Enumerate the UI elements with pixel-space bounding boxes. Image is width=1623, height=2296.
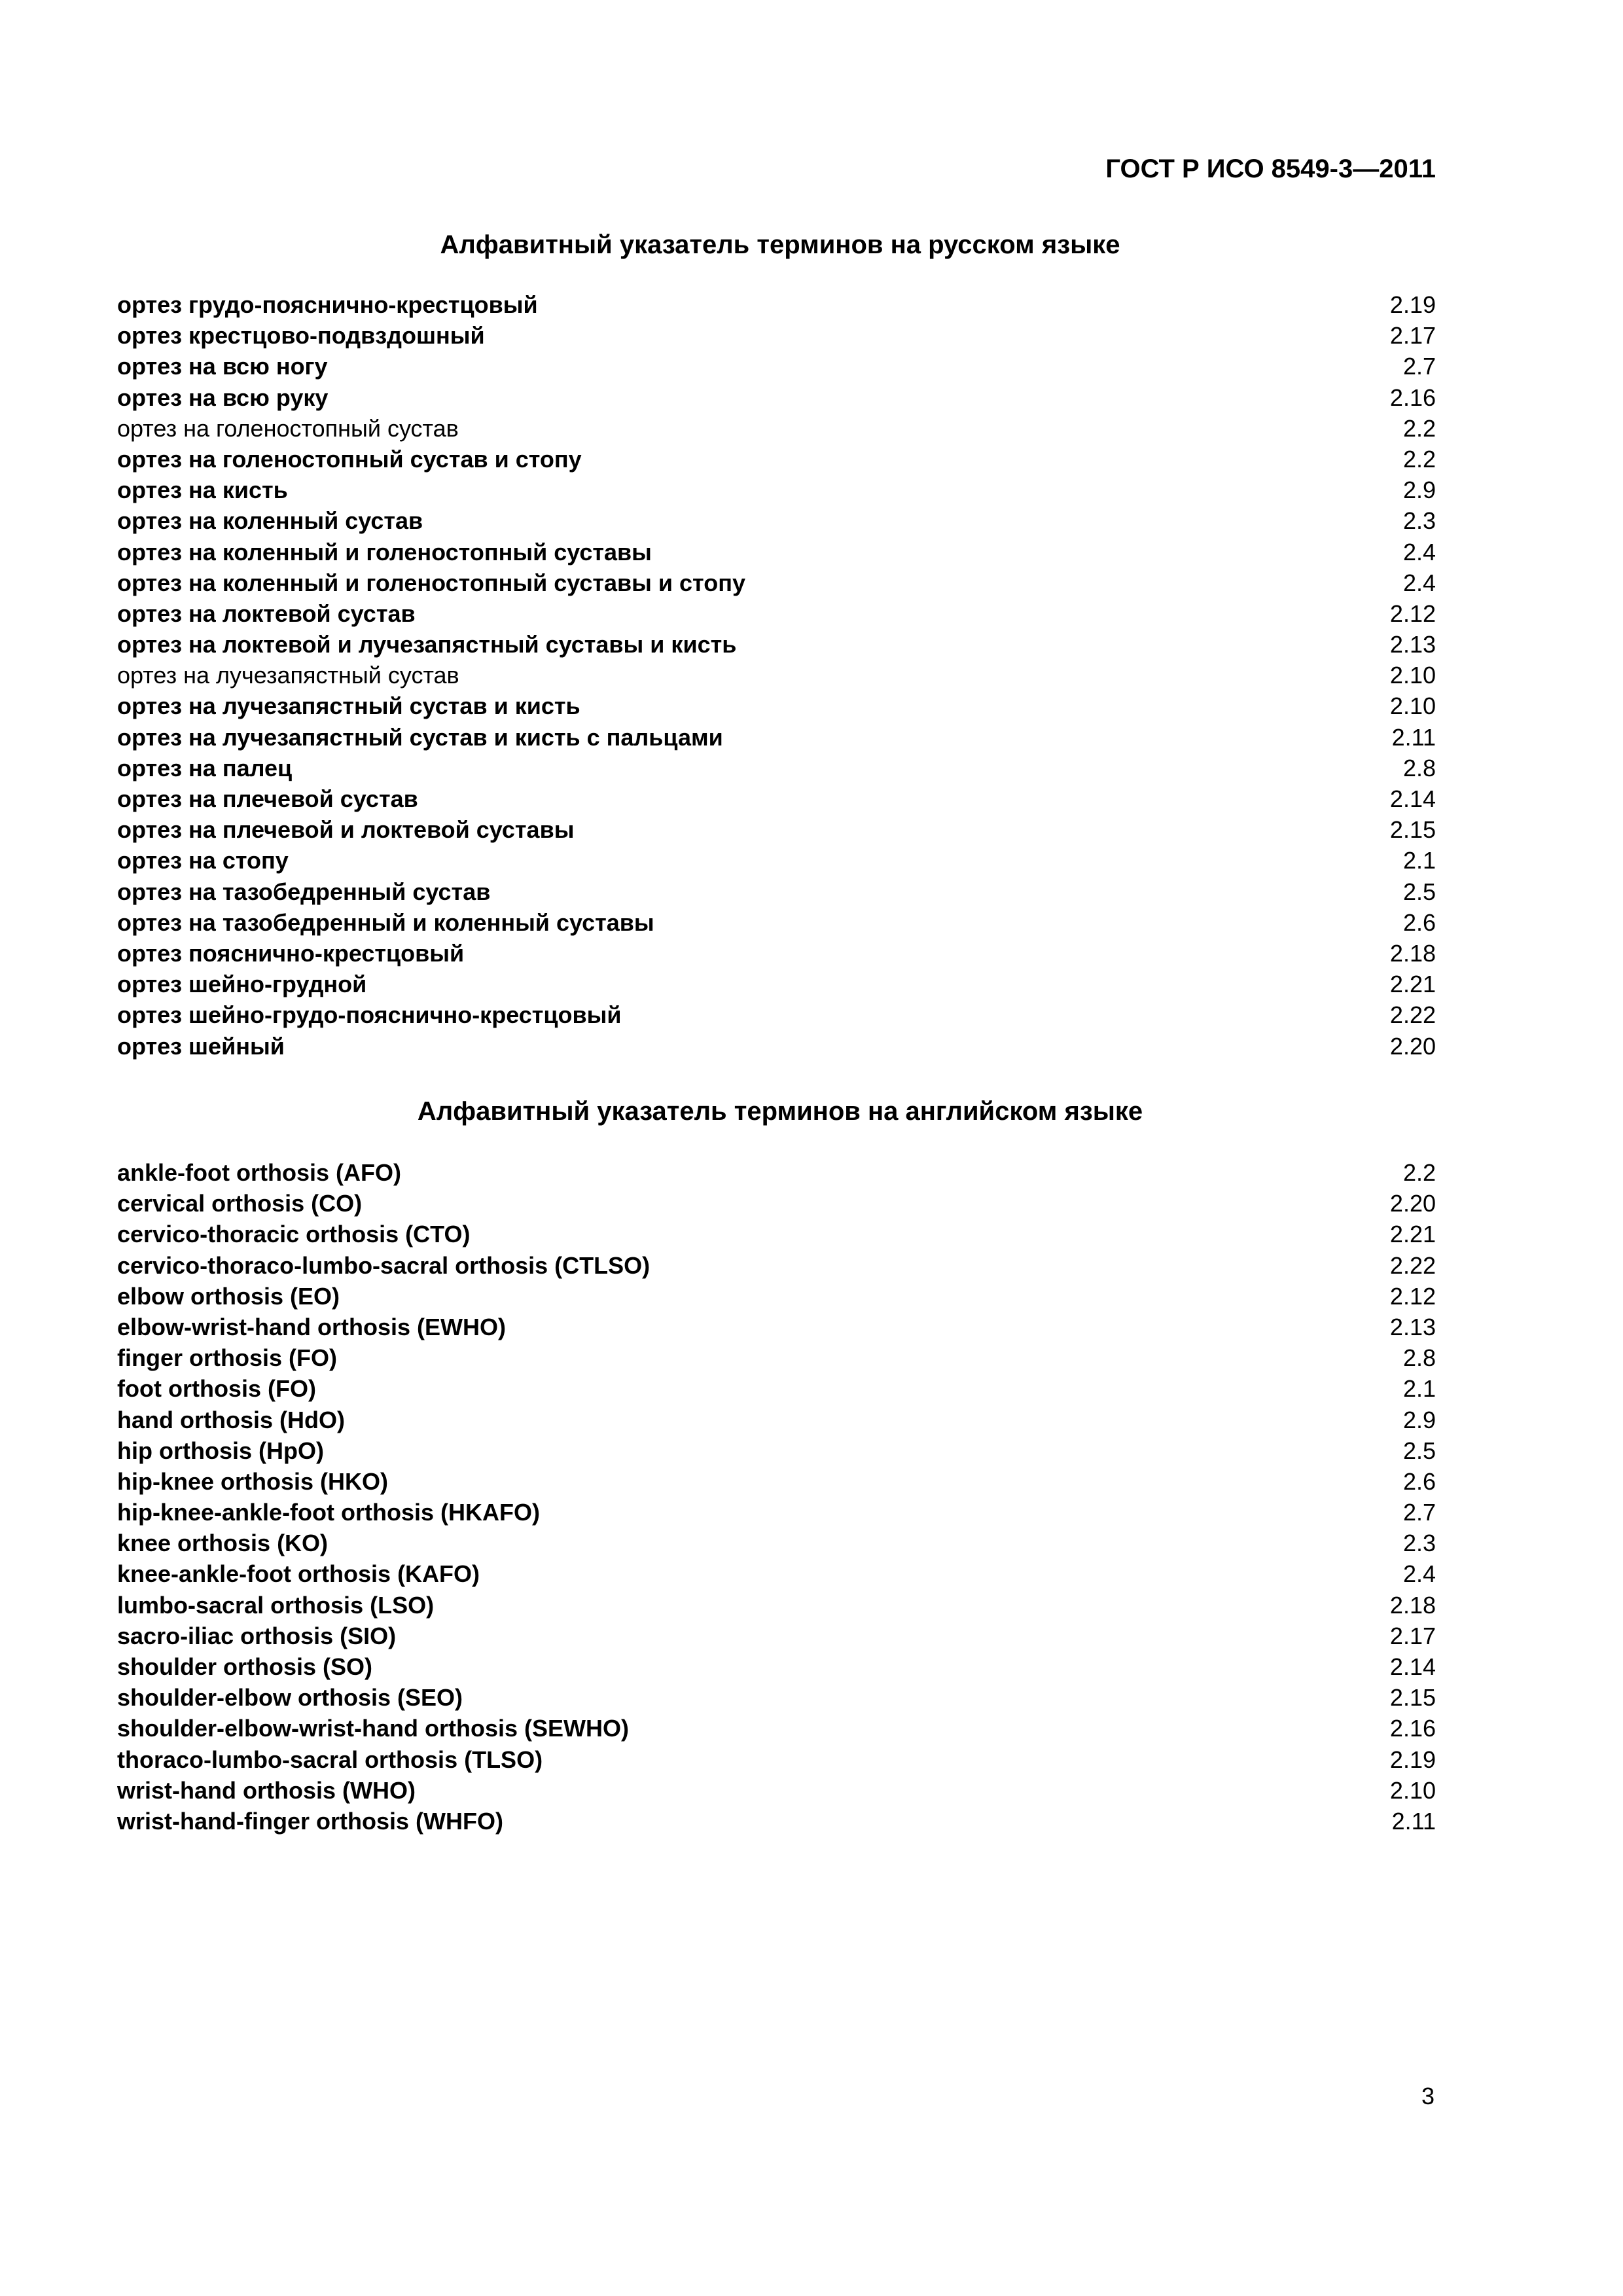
index-entry (117, 783, 1436, 814)
index-entry (117, 999, 1436, 1030)
index-entry (117, 969, 1436, 999)
index-term: ankle-foot orthosis (AFO) (117, 1159, 401, 1186)
index-term: ортез на коленный и голеностопный суставы и стопу (117, 569, 745, 596)
index-entry (117, 1528, 1436, 1558)
index-ref: 2.9 (1402, 1406, 1436, 1433)
index-term: hip-knee orthosis (HKO) (117, 1467, 389, 1495)
index-term: ортез крестцово-подвздошный (117, 322, 485, 350)
index-ref: 2.18 (1389, 939, 1436, 967)
index-term: ортез на голеностопный сустав (117, 414, 459, 442)
english-index-title: Алфавитный указатель терминов на английском языке (417, 1097, 1143, 1126)
index-entry (117, 1466, 1436, 1497)
index-entry (117, 722, 1436, 753)
index-entry (117, 1312, 1436, 1342)
index-ref: 2.1 (1402, 847, 1436, 874)
index-term: finger orthosis (FO) (117, 1344, 337, 1372)
index-term: ортез шейный (117, 1032, 285, 1060)
index-entry (117, 475, 1436, 505)
index-term: shoulder-elbow orthosis (SEO) (117, 1684, 463, 1712)
index-ref: 2.13 (1389, 1313, 1436, 1340)
index-term: elbow-wrist-hand orthosis (EWHO) (117, 1313, 506, 1340)
index-entry (117, 1435, 1436, 1466)
index-term: ортез на коленный сустав (117, 507, 423, 535)
index-entry (117, 938, 1436, 969)
index-term: cervical orthosis (CO) (117, 1190, 363, 1217)
index-term: wrist-hand orthosis (WHO) (117, 1776, 416, 1804)
index-entry (117, 629, 1436, 660)
index-term: foot orthosis (FO) (117, 1375, 316, 1403)
index-ref: 2.12 (1389, 600, 1436, 627)
index-ref: 2.10 (1389, 1776, 1436, 1804)
english-index-list (117, 1157, 1436, 1837)
index-term: ортез на голеностопный сустав и стопу (117, 445, 582, 473)
index-ref: 2.19 (1389, 1746, 1436, 1773)
index-entry (117, 660, 1436, 691)
index-ref: 2.13 (1389, 631, 1436, 658)
index-term: ортез на коленный и голеностопный суставы (117, 538, 652, 565)
index-entry (117, 1219, 1436, 1249)
index-term: ортез на локтевой и лучезапястный суставы и кисть (117, 631, 737, 658)
index-ref: 2.10 (1389, 662, 1436, 689)
index-entry (117, 1157, 1436, 1188)
index-ref: 2.9 (1402, 476, 1436, 504)
index-entry (117, 1281, 1436, 1312)
index-ref: 2.15 (1389, 816, 1436, 844)
index-entry (117, 1806, 1436, 1837)
index-entry (117, 598, 1436, 629)
index-entry (117, 753, 1436, 783)
index-entry (117, 1682, 1436, 1713)
index-ref: 2.14 (1389, 1653, 1436, 1680)
index-entry (117, 1497, 1436, 1528)
index-entry (117, 907, 1436, 938)
index-term: lumbo-sacral orthosis (LSO) (117, 1591, 435, 1619)
index-ref: 2.22 (1389, 1001, 1436, 1029)
index-ref: 2.4 (1402, 1560, 1436, 1588)
index-term: wrist-hand-finger orthosis (WHFO) (117, 1807, 503, 1835)
index-entry (117, 1031, 1436, 1062)
index-entry (117, 814, 1436, 845)
index-term: hand orthosis (HdO) (117, 1406, 345, 1433)
index-term: ортез на лучезапястный сустав (117, 662, 459, 689)
index-ref: 2.6 (1402, 1467, 1436, 1495)
index-entry (117, 351, 1436, 382)
index-entry (117, 537, 1436, 567)
index-entry (117, 1621, 1436, 1651)
index-entry (117, 1744, 1436, 1775)
index-term: ортез на палец (117, 754, 293, 781)
index-ref: 2.2 (1402, 445, 1436, 473)
index-ref: 2.6 (1402, 908, 1436, 936)
index-term: cervico-thoracic orthosis (CTO) (117, 1221, 471, 1248)
index-ref: 2.16 (1389, 1715, 1436, 1742)
index-entry (117, 1250, 1436, 1281)
index-ref: 2.16 (1389, 384, 1436, 411)
index-term: hip-knee-ankle-foot orthosis (HKAFO) (117, 1499, 540, 1526)
index-ref: 2.5 (1402, 878, 1436, 905)
index-term: sacro-iliac orthosis (SIO) (117, 1622, 397, 1649)
index-term: ортез пояснично-крестцовый (117, 939, 465, 967)
index-term: ортез на лучезапястный сустав и кисть с пальцами (117, 723, 723, 751)
index-ref: 2.10 (1389, 692, 1436, 720)
index-term: ортез на лучезапястный сустав и кисть (117, 692, 580, 720)
index-entry (117, 1188, 1436, 1219)
index-ref: 2.19 (1389, 291, 1436, 318)
index-entry (117, 413, 1436, 444)
russian-index-list (117, 289, 1436, 1062)
index-term: ортез на тазобедренный и коленный суставы (117, 908, 654, 936)
index-entry (117, 1713, 1436, 1744)
index-ref: 2.15 (1389, 1684, 1436, 1712)
index-ref: 2.7 (1402, 353, 1436, 380)
index-ref: 2.18 (1389, 1591, 1436, 1619)
russian-index-title: Алфавитный указатель терминов на русском языке (440, 230, 1120, 259)
index-term: hip orthosis (HpO) (117, 1437, 324, 1464)
index-entry (117, 1558, 1436, 1589)
index-term: ортез на тазобедренный сустав (117, 878, 491, 905)
index-term: ортез на всю ногу (117, 353, 328, 380)
index-term: shoulder-elbow-wrist-hand orthosis (SEWHO) (117, 1715, 629, 1742)
index-term: ортез на плечевой и локтевой суставы (117, 816, 575, 844)
index-entry (117, 876, 1436, 907)
index-entry (117, 382, 1436, 413)
index-ref: 2.17 (1389, 322, 1436, 350)
index-entry (117, 444, 1436, 475)
index-term: ортез на кисть (117, 476, 288, 504)
index-ref: 2.17 (1389, 1622, 1436, 1649)
index-ref: 2.5 (1402, 1437, 1436, 1464)
index-entry (117, 1373, 1436, 1404)
index-ref: 2.3 (1402, 1530, 1436, 1557)
index-ref: 2.1 (1402, 1375, 1436, 1403)
index-term: thoraco-lumbo-sacral orthosis (TLSO) (117, 1746, 543, 1773)
index-entry (117, 1775, 1436, 1806)
index-term: ортез на локтевой сустав (117, 600, 416, 627)
index-term: elbow orthosis (EO) (117, 1282, 340, 1310)
index-ref: 2.11 (1391, 723, 1436, 751)
index-ref: 2.4 (1402, 569, 1436, 596)
index-ref: 2.20 (1389, 1190, 1436, 1217)
index-ref: 2.22 (1389, 1251, 1436, 1279)
index-ref: 2.21 (1389, 1221, 1436, 1248)
index-entry (117, 1342, 1436, 1373)
index-ref: 2.2 (1402, 414, 1436, 442)
index-term: knee-ankle-foot orthosis (KAFO) (117, 1560, 480, 1588)
index-ref: 2.8 (1402, 1344, 1436, 1372)
index-term: ортез на всю руку (117, 384, 329, 411)
index-ref: 2.4 (1402, 538, 1436, 565)
index-entry (117, 691, 1436, 721)
index-term: ортез на стопу (117, 847, 289, 874)
index-ref: 2.12 (1389, 1282, 1436, 1310)
index-ref: 2.3 (1402, 507, 1436, 535)
index-ref: 2.7 (1402, 1499, 1436, 1526)
document-header: ГОСТ Р ИСО 8549-3—2011 (1105, 154, 1436, 183)
index-term: ортез шейно-грудо-пояснично-крестцовый (117, 1001, 622, 1029)
index-entry (117, 567, 1436, 598)
index-entry (117, 1405, 1436, 1435)
index-ref: 2.21 (1389, 971, 1436, 998)
index-entry (117, 320, 1436, 351)
index-term: shoulder orthosis (SO) (117, 1653, 373, 1680)
index-entry (117, 1651, 1436, 1682)
index-ref: 2.2 (1402, 1159, 1436, 1186)
index-entry (117, 845, 1436, 876)
index-term: ортез на плечевой сустав (117, 785, 418, 812)
index-term: knee orthosis (KO) (117, 1530, 329, 1557)
index-entry (117, 505, 1436, 536)
index-ref: 2.8 (1402, 754, 1436, 781)
index-term: ортез шейно-грудной (117, 971, 367, 998)
index-entry (117, 289, 1436, 320)
index-entry (117, 1590, 1436, 1621)
index-ref: 2.11 (1391, 1807, 1436, 1835)
index-ref: 2.20 (1389, 1032, 1436, 1060)
index-term: ортез грудо-пояснично-крестцовый (117, 291, 538, 318)
index-ref: 2.14 (1389, 785, 1436, 812)
page-number: 3 (1421, 2083, 1435, 2109)
index-term: cervico-thoraco-lumbo-sacral orthosis (CTLSO) (117, 1251, 651, 1279)
